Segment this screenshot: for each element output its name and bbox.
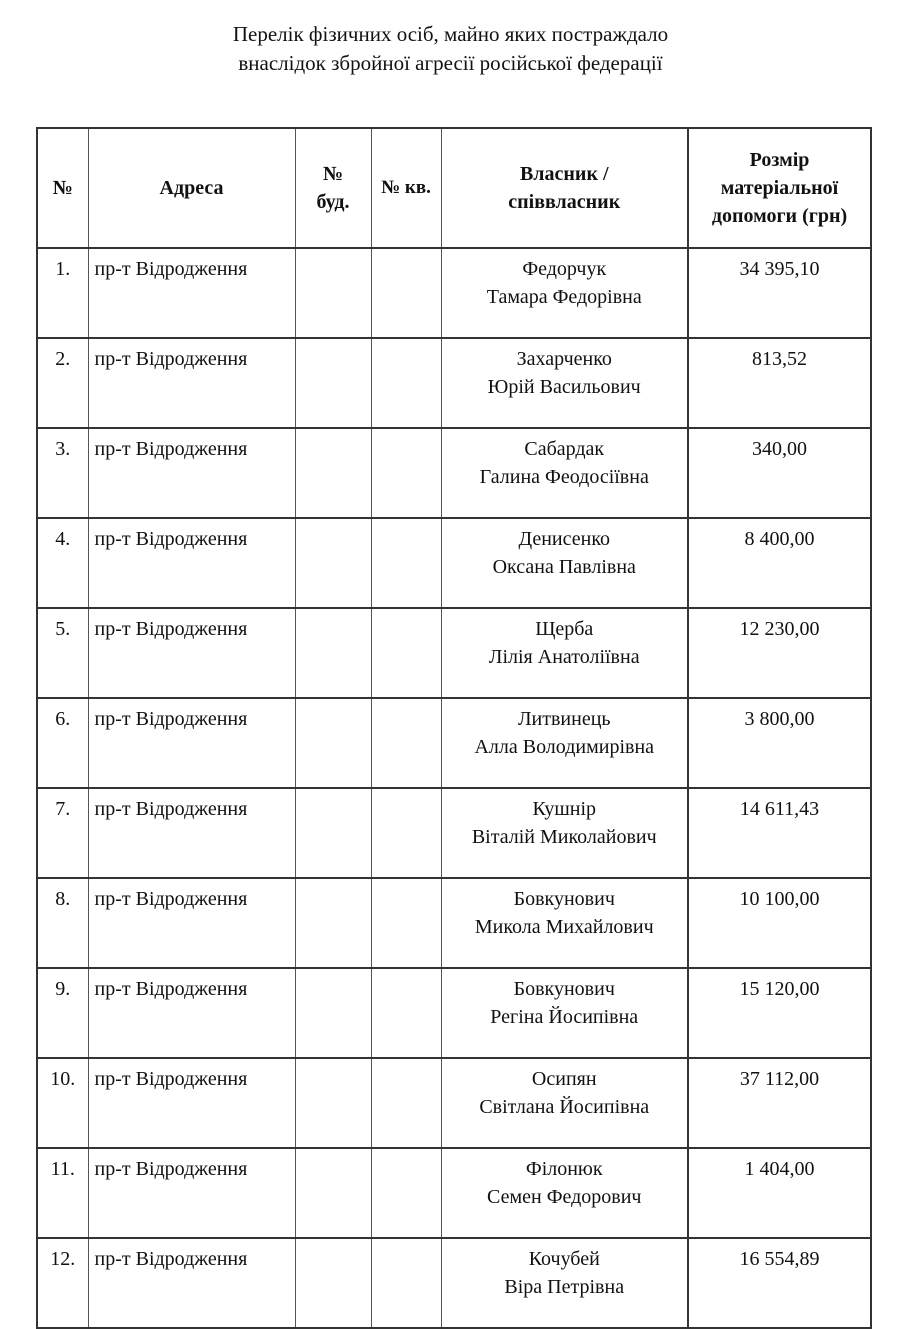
row-num: 11. bbox=[37, 1148, 88, 1238]
owner-surname: Філонюк bbox=[525, 1158, 603, 1180]
table-row bbox=[37, 1148, 871, 1238]
owner-surname: Осипян bbox=[531, 1068, 597, 1090]
table-row bbox=[37, 248, 871, 338]
owner-surname: Щерба bbox=[535, 618, 594, 640]
owner-surname: Кочубей bbox=[528, 1248, 600, 1270]
row-owner bbox=[441, 878, 688, 968]
row-amount: 1 404,00 bbox=[688, 1148, 871, 1238]
table-header-row bbox=[37, 128, 871, 248]
row-address: пр-т Відродження bbox=[88, 248, 295, 338]
row-building bbox=[295, 518, 371, 608]
row-num: 1. bbox=[37, 248, 88, 338]
header-owner bbox=[441, 128, 688, 248]
row-owner bbox=[441, 788, 688, 878]
row-building bbox=[295, 338, 371, 428]
row-building bbox=[295, 698, 371, 788]
owner-name: Семен Федорович bbox=[487, 1186, 642, 1208]
table-row bbox=[37, 968, 871, 1058]
row-amount: 3 800,00 bbox=[688, 698, 871, 788]
header-amount-label: Розмір матеріальної допомоги (грн) bbox=[711, 149, 848, 227]
row-apartment bbox=[371, 608, 441, 698]
row-amount: 12 230,00 bbox=[688, 608, 871, 698]
row-apartment bbox=[371, 1058, 441, 1148]
table-row bbox=[37, 338, 871, 428]
header-building bbox=[295, 128, 371, 248]
row-amount: 10 100,00 bbox=[688, 878, 871, 968]
row-owner bbox=[441, 518, 688, 608]
owner-surname: Бовкунович bbox=[513, 888, 615, 910]
row-num: 12. bbox=[37, 1238, 88, 1328]
title-line-1: Перелік фізичних осіб, майно яких постраждало bbox=[232, 22, 669, 46]
row-amount: 14 611,43 bbox=[688, 788, 871, 878]
owner-surname: Литвинець bbox=[517, 708, 611, 730]
row-apartment bbox=[371, 1148, 441, 1238]
row-apartment bbox=[371, 1238, 441, 1328]
row-amount: 8 400,00 bbox=[688, 518, 871, 608]
row-owner bbox=[441, 428, 688, 518]
row-apartment bbox=[371, 248, 441, 338]
owner-surname: Кушнір bbox=[532, 798, 596, 820]
row-building bbox=[295, 608, 371, 698]
header-amount bbox=[688, 128, 871, 248]
owner-name: Тамара Федорівна bbox=[486, 286, 642, 308]
row-building bbox=[295, 1148, 371, 1238]
row-address: пр-т Відродження bbox=[88, 698, 295, 788]
row-address: пр-т Відродження bbox=[88, 608, 295, 698]
row-owner bbox=[441, 1058, 688, 1148]
row-amount: 340,00 bbox=[688, 428, 871, 518]
row-apartment bbox=[371, 518, 441, 608]
row-building bbox=[295, 968, 371, 1058]
row-owner bbox=[441, 1148, 688, 1238]
row-amount: 15 120,00 bbox=[688, 968, 871, 1058]
row-num: 10. bbox=[37, 1058, 88, 1148]
owner-name: Юрій Васильович bbox=[487, 376, 641, 398]
row-amount: 34 395,10 bbox=[688, 248, 871, 338]
row-address: пр-т Відродження bbox=[88, 968, 295, 1058]
owner-name: Світлана Йосипівна bbox=[479, 1096, 650, 1118]
row-owner bbox=[441, 248, 688, 338]
row-num: 2. bbox=[37, 338, 88, 428]
row-num: 8. bbox=[37, 878, 88, 968]
row-num: 3. bbox=[37, 428, 88, 518]
table-row bbox=[37, 698, 871, 788]
row-num: 7. bbox=[37, 788, 88, 878]
row-building bbox=[295, 248, 371, 338]
row-building bbox=[295, 428, 371, 518]
table-row bbox=[37, 1058, 871, 1148]
header-address: Адреса bbox=[88, 128, 295, 248]
row-owner bbox=[441, 1238, 688, 1328]
table-row bbox=[37, 608, 871, 698]
table-row bbox=[37, 518, 871, 608]
row-building bbox=[295, 1058, 371, 1148]
victims-table bbox=[36, 127, 872, 1329]
owner-surname: Бовкунович bbox=[513, 978, 615, 1000]
row-address: пр-т Відродження bbox=[88, 878, 295, 968]
row-owner bbox=[441, 968, 688, 1058]
row-apartment bbox=[371, 788, 441, 878]
row-apartment bbox=[371, 428, 441, 518]
table-row bbox=[37, 428, 871, 518]
row-address: пр-т Відродження bbox=[88, 1148, 295, 1238]
header-building-label: № буд. bbox=[316, 163, 350, 213]
owner-name: Регіна Йосипівна bbox=[490, 1006, 639, 1028]
owner-surname: Сабардак bbox=[524, 438, 605, 460]
header-owner-label: Власник / співвласник bbox=[508, 163, 621, 213]
row-num: 5. bbox=[37, 608, 88, 698]
table-row bbox=[37, 878, 871, 968]
row-num: 6. bbox=[37, 698, 88, 788]
row-amount: 37 112,00 bbox=[688, 1058, 871, 1148]
owner-name: Віра Петрівна bbox=[504, 1276, 625, 1298]
owner-name: Оксана Павлівна bbox=[492, 556, 636, 578]
row-address: пр-т Відродження bbox=[88, 788, 295, 878]
row-num: 4. bbox=[37, 518, 88, 608]
owner-name: Алла Володимирівна bbox=[474, 736, 655, 758]
document-title bbox=[0, 20, 901, 78]
owner-surname: Федорчук bbox=[522, 258, 607, 280]
row-apartment bbox=[371, 968, 441, 1058]
owner-name: Віталій Миколайович bbox=[471, 826, 657, 848]
owner-name: Лілія Анатоліївна bbox=[488, 646, 640, 668]
row-apartment bbox=[371, 878, 441, 968]
row-owner bbox=[441, 698, 688, 788]
header-num: № bbox=[37, 128, 88, 248]
row-owner bbox=[441, 608, 688, 698]
row-building bbox=[295, 878, 371, 968]
row-address: пр-т Відродження bbox=[88, 1238, 295, 1328]
row-amount: 813,52 bbox=[688, 338, 871, 428]
row-owner bbox=[441, 338, 688, 428]
row-building bbox=[295, 788, 371, 878]
row-address: пр-т Відродження bbox=[88, 518, 295, 608]
header-apartment: № кв. bbox=[371, 128, 441, 248]
row-num: 9. bbox=[37, 968, 88, 1058]
table-row bbox=[37, 788, 871, 878]
owner-surname: Денисенко bbox=[518, 528, 611, 550]
row-building bbox=[295, 1238, 371, 1328]
table-row bbox=[37, 1238, 871, 1328]
row-apartment bbox=[371, 698, 441, 788]
title-line-2: внаслідок збройної агресії російської федерації bbox=[238, 51, 663, 75]
owner-name: Микола Михайлович bbox=[474, 916, 654, 938]
owner-surname: Захарченко bbox=[516, 348, 612, 370]
row-address: пр-т Відродження bbox=[88, 428, 295, 518]
owner-name: Галина Феодосіївна bbox=[479, 466, 649, 488]
row-address: пр-т Відродження bbox=[88, 1058, 295, 1148]
row-amount: 16 554,89 bbox=[688, 1238, 871, 1328]
row-apartment bbox=[371, 338, 441, 428]
row-address: пр-т Відродження bbox=[88, 338, 295, 428]
